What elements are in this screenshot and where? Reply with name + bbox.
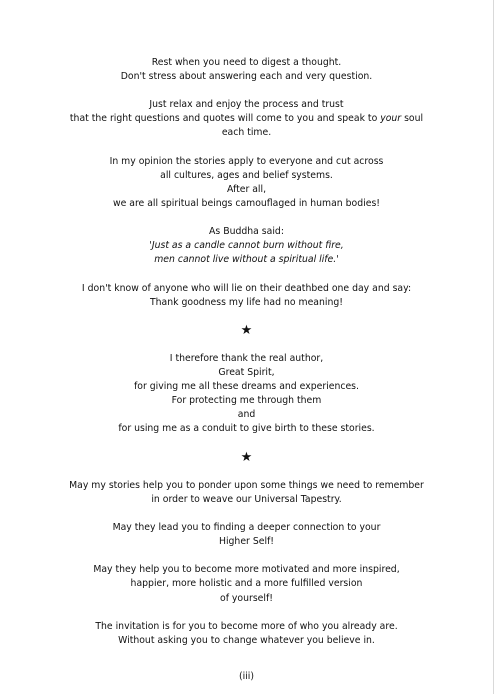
text-line: we are all spiritual beings camouflaged in human bodies! xyxy=(112,197,381,209)
paragraph-digest xyxy=(0,56,493,84)
star-separator-icon: ★ xyxy=(240,322,253,338)
paragraph-opinion xyxy=(0,155,493,211)
paragraph-higher-self xyxy=(0,521,493,549)
paragraph-invitation xyxy=(0,620,493,648)
text-line: all cultures, ages and belief systems. xyxy=(160,169,333,181)
text-line: Don't stress about answering each and very question. xyxy=(120,71,373,83)
text-line: Rest when you need to digest a thought. xyxy=(151,57,342,68)
text-line: May they help you to become more motivated and more inspired, xyxy=(93,564,400,576)
text-segment: soul xyxy=(401,113,424,125)
paragraph-buddha-quote xyxy=(0,225,493,267)
text-line: each time. xyxy=(221,127,272,139)
text-line: Great Spirit, xyxy=(218,367,275,379)
text-line: May my stories help you to ponder upon some things we need to remember xyxy=(69,479,424,491)
text-line: Without asking you to change whatever you believe in. xyxy=(118,634,375,646)
text-line: of yourself! xyxy=(220,592,273,604)
text-line: Just relax and enjoy the process and trust xyxy=(149,99,344,111)
text-line: and xyxy=(237,409,256,421)
quote-intro: As Buddha said: xyxy=(209,226,284,238)
emphasis-text: your xyxy=(380,113,402,125)
text-line: For protecting me through them xyxy=(171,395,322,407)
paragraph-deathbed xyxy=(0,282,493,310)
text-line: After all, xyxy=(226,183,267,195)
quote-line: 'Just as a candle cannot burn without fire, xyxy=(149,240,344,252)
text-line-mixed xyxy=(0,112,493,126)
text-line: May they lead you to finding a deeper connection to your xyxy=(112,522,381,534)
paragraph-relax xyxy=(0,98,493,140)
text-line: happier, more holistic and a more fulfilled version xyxy=(130,578,363,590)
page-body xyxy=(0,56,493,662)
paragraph-motivated xyxy=(0,563,493,605)
text-line: I therefore thank the real author, xyxy=(169,352,324,364)
paragraph-thanks xyxy=(0,352,493,437)
text-line: The invitation is for you to become more of who you already are. xyxy=(95,620,398,632)
text-line: for giving me all these dreams and experiences. xyxy=(134,381,359,393)
page-number: (iii) xyxy=(238,671,254,682)
text-line: Higher Self! xyxy=(218,536,275,548)
text-line: Thank goodness my life had no meaning! xyxy=(149,296,343,308)
text-line: in order to weave our Universal Tapestry. xyxy=(151,493,342,505)
quote-line: men cannot live without a spiritual life.' xyxy=(154,254,339,266)
paragraph-tapestry xyxy=(0,479,493,507)
text-line: for using me as a conduit to give birth to these stories. xyxy=(118,423,375,435)
text-line: In my opinion the stories apply to everyone and cut across xyxy=(109,155,384,167)
star-separator-icon: ★ xyxy=(240,449,253,465)
text-segment: that the right questions and quotes will come to you and speak to xyxy=(69,113,381,125)
text-line: I don't know of anyone who will lie on their deathbed one day and say: xyxy=(81,282,412,294)
